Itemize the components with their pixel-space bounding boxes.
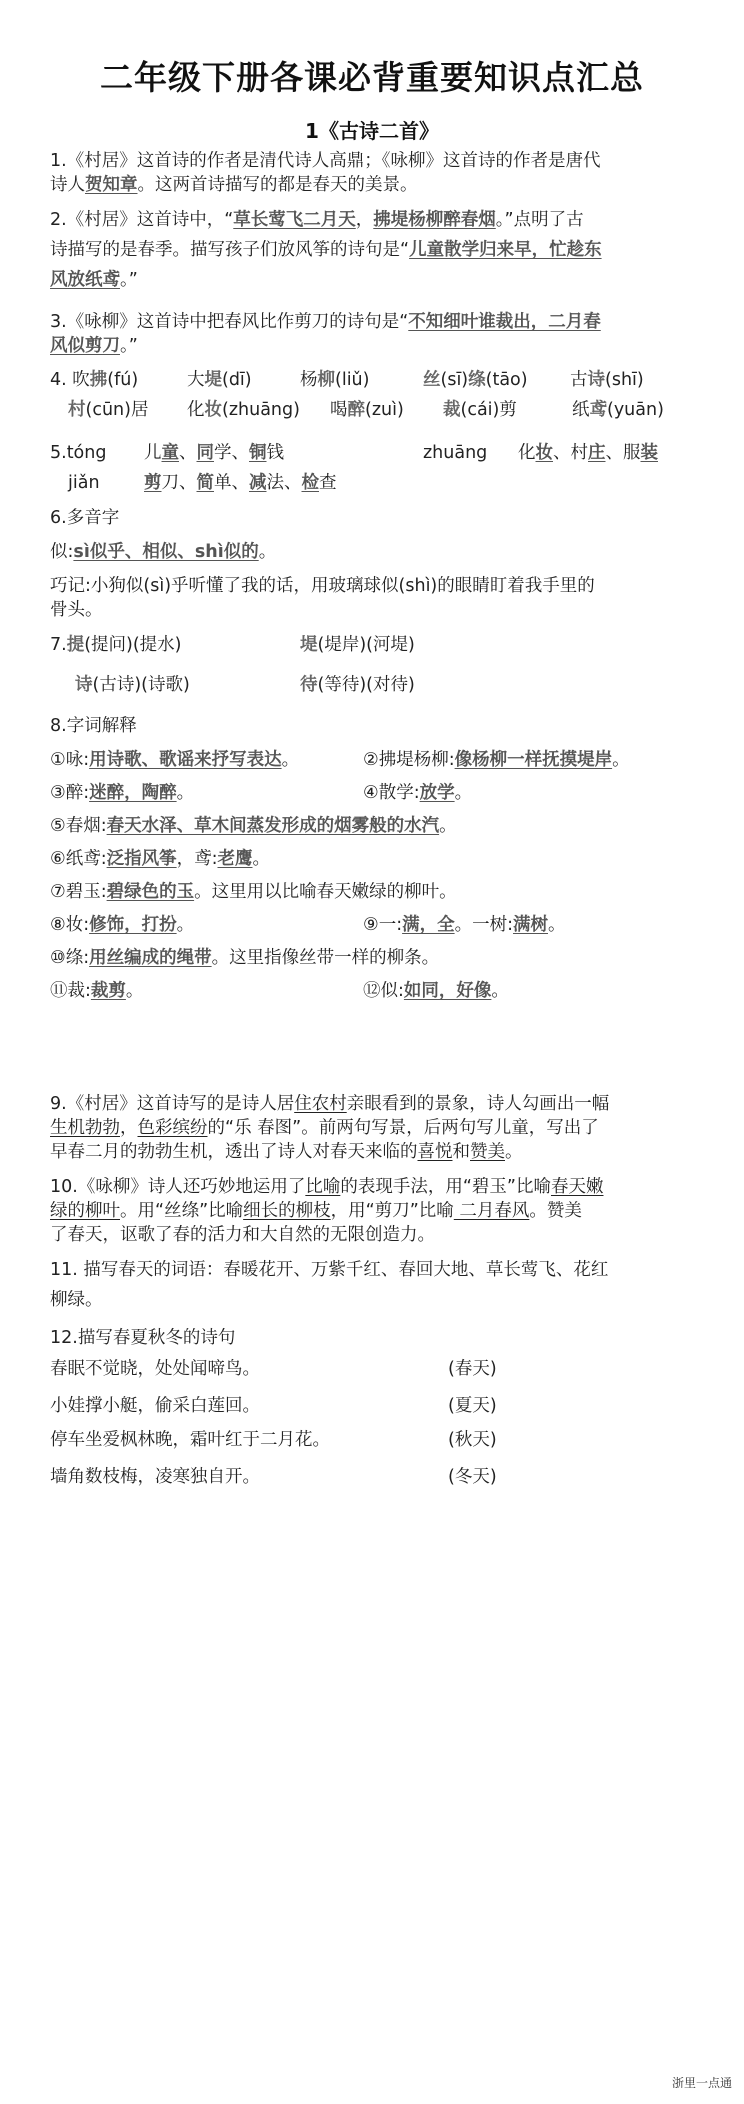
- text: 、: [231, 473, 249, 493]
- item-3-line-2: [50, 334, 138, 358]
- underlined-phrase: 住农村: [294, 1094, 347, 1114]
- pinyin: (tāo): [485, 370, 528, 390]
- text: 。”: [120, 336, 138, 356]
- text: 4. 吹: [50, 370, 90, 390]
- key-char: 装: [640, 443, 658, 463]
- text: 。”: [120, 270, 138, 290]
- pinyin: (liǔ): [335, 370, 370, 390]
- page-title: 二年级下册各课必背重要知识点汇总: [100, 58, 644, 97]
- item-6-heading: 6.多音字: [50, 508, 120, 528]
- text: ，: [355, 210, 374, 230]
- key-phrase: sì似乎、相似、shì似的: [73, 542, 259, 562]
- text: 化: [187, 400, 205, 420]
- underlined-phrase: 春天嫩: [550, 1177, 604, 1197]
- key-phrase: 风放纸鸢: [50, 270, 120, 290]
- key-char: 柳: [317, 370, 335, 390]
- key-char: 鸢: [589, 400, 607, 420]
- text: 、: [179, 473, 197, 493]
- key-char: 堤: [300, 635, 318, 655]
- text: ，: [120, 1118, 138, 1138]
- definition: [363, 781, 472, 805]
- item-10-line-1: [50, 1175, 603, 1199]
- season-label: (冬天): [448, 1467, 497, 1487]
- text: 、: [179, 443, 197, 463]
- pinyin: (cái): [460, 400, 500, 420]
- text: 。: [252, 849, 270, 869]
- key-phrase: 老鹰: [217, 849, 253, 869]
- text: 。”点明了古: [495, 210, 584, 230]
- text: 查: [319, 473, 337, 493]
- pinyin-word: [570, 368, 644, 392]
- key-phrase: 拂堤杨柳醉春烟: [373, 210, 496, 230]
- season-label: (夏天): [448, 1396, 497, 1416]
- text: 居: [130, 400, 149, 420]
- text: 儿: [144, 443, 162, 463]
- key-char: 妆: [535, 443, 553, 463]
- key-phrase: 春天水泽、草木间蒸发形成的烟雾般的水汽: [106, 816, 440, 836]
- item-8-row-1: [50, 748, 630, 772]
- text: 早春二月的勃勃生机，透出了诗人对春天来临的: [50, 1142, 418, 1162]
- poem-line: 小娃撑小艇，偷采白莲回。: [50, 1396, 260, 1416]
- item-9-line-3: [50, 1140, 523, 1164]
- text: (古诗)(诗歌): [92, 675, 190, 695]
- item-6-line-3: 骨头。: [50, 600, 103, 620]
- item-8-row-8: [50, 979, 509, 1003]
- text: 喝: [330, 400, 348, 420]
- key-char: 童: [161, 443, 179, 463]
- item-8-row-7: [50, 946, 439, 970]
- text: ⑤春烟:: [50, 816, 107, 836]
- pinyin: (dī): [222, 370, 252, 390]
- key-char: 简: [196, 473, 214, 493]
- text: 似:: [50, 542, 74, 562]
- pinyin-word: [187, 398, 300, 422]
- text: 2.《村居》这首诗中，“: [50, 210, 234, 230]
- text: 。: [258, 542, 277, 562]
- key-phrase: 如同，好像: [403, 981, 492, 1001]
- text: (等待)(对待): [317, 675, 415, 695]
- item-8-row-2: [50, 781, 473, 805]
- pinyin-word: [50, 368, 138, 392]
- key-char: 检: [301, 473, 319, 493]
- poem-row: [50, 1394, 497, 1418]
- pinyin-word: [572, 398, 664, 422]
- text: 和: [452, 1142, 470, 1162]
- pinyin: zhuāng: [423, 443, 488, 463]
- text: ⑩绦:: [50, 948, 90, 968]
- definition: [363, 979, 509, 1003]
- text: 、: [231, 443, 249, 463]
- pinyin: 5.tóng: [50, 443, 107, 463]
- text: ⑪裁:: [50, 981, 91, 1001]
- key-phrase: 满，全: [402, 915, 455, 935]
- underlined-phrase: 喜悦: [417, 1142, 453, 1162]
- text: 亲眼看到的景象，诗人勾画出一幅: [346, 1094, 610, 1114]
- text: 服: [623, 443, 641, 463]
- key-char: 妆: [204, 400, 222, 420]
- key-phrase: 像杨柳一样抚摸堤岸: [454, 750, 613, 770]
- text: 、: [284, 473, 302, 493]
- text: 大: [187, 370, 205, 390]
- underlined-phrase: 赞美: [470, 1142, 505, 1162]
- key-char: 裁: [443, 400, 461, 420]
- item-7-row-1: [50, 633, 415, 657]
- text: 、: [605, 443, 623, 463]
- key-char: 铜: [249, 443, 267, 463]
- underlined-phrase: 二月春风: [453, 1201, 530, 1221]
- text: 刀: [161, 473, 179, 493]
- text: 学: [214, 443, 232, 463]
- text: 的“乐 春图”。前两句写景，后两句写儿童，写出了: [207, 1118, 599, 1138]
- key-phrase: 风似剪刀: [50, 336, 120, 356]
- text: 9.《村居》这首诗写的是诗人居: [50, 1094, 295, 1114]
- season-label: (春天): [448, 1359, 497, 1379]
- key-phrase: 裁剪: [90, 981, 126, 1001]
- text: 。: [281, 750, 300, 770]
- text: 。: [612, 750, 630, 770]
- key-phrase: 修饰，打扮: [89, 915, 177, 935]
- text: 。: [491, 981, 509, 1001]
- text: 。赞美: [529, 1201, 582, 1221]
- key-phrase: 儿童散学归来早，忙趁东: [409, 240, 602, 260]
- item-8-heading: 8.字词解释: [50, 716, 137, 736]
- item-6-line-2: 巧记:小狗似(sì)乎听懂了我的话，用玻璃球似(shì)的眼睛盯着我手里的: [50, 576, 595, 596]
- key-char: 减: [249, 473, 267, 493]
- pinyin-word: [443, 398, 517, 422]
- underlined-phrase: 生机勃勃: [50, 1118, 120, 1138]
- text: 。: [176, 783, 195, 803]
- text: 钱: [266, 443, 284, 463]
- key-phrase: 不知细叶谁裁出，二月春: [408, 312, 601, 332]
- poem-line: 停车坐爱枫林晚，霜叶红于二月花。: [50, 1430, 330, 1450]
- pinyin-word: [300, 368, 369, 392]
- item-10-line-3: 了春天，讴歌了春的活力和大自然的无限创造力。: [50, 1225, 435, 1245]
- text: ②拂堤杨柳:: [363, 750, 455, 770]
- text: 10.《咏柳》诗人还巧妙地运用了: [50, 1177, 306, 1197]
- key-char: 醉: [347, 400, 365, 420]
- item-12-heading: 12.描写春夏秋冬的诗句: [50, 1328, 236, 1348]
- text: 古: [570, 370, 588, 390]
- underlined-phrase: 色彩缤纷: [137, 1118, 208, 1138]
- item-2-line-1: [50, 208, 584, 232]
- key-char: 同: [196, 443, 214, 463]
- lesson-heading: 1《古诗二首》: [305, 119, 439, 143]
- text: (提问)(提水): [84, 635, 182, 655]
- key-char: 堤: [204, 370, 222, 390]
- text: 杨: [300, 370, 318, 390]
- text: 。: [505, 1142, 523, 1162]
- poem-row: [50, 1465, 497, 1489]
- item-1-line-1: [50, 149, 600, 173]
- pinyin-word: [423, 368, 528, 392]
- word-group: [300, 673, 415, 697]
- pinyin: (cūn): [85, 400, 131, 420]
- watermark: 浙里一点通: [671, 2076, 732, 2090]
- text: 剪: [499, 400, 517, 420]
- key-phrase: 贺知章: [85, 175, 138, 195]
- season-label: (秋天): [448, 1430, 497, 1450]
- text: 。这里指像丝带一样的柳条。: [211, 948, 440, 968]
- item-11-line-2: 柳绿。: [50, 1290, 103, 1310]
- word-group: [300, 633, 415, 657]
- pinyin: (fú): [107, 370, 139, 390]
- item-11-line-1: 11. 描写春天的词语：春暖花开、万紫千红、春回大地、草长莺飞、花红: [50, 1260, 609, 1280]
- item-2-line-2: [50, 238, 602, 262]
- key-char: 拂: [89, 370, 108, 390]
- text: 。这两首诗描写的都是春天的美景。: [137, 175, 418, 195]
- text: 诗人: [50, 175, 85, 195]
- definition: [363, 913, 566, 937]
- pinyin-word: [187, 368, 252, 392]
- text: ，鸢:: [176, 849, 218, 869]
- pinyin: (zuì): [365, 400, 404, 420]
- text: (堤岸)(河堤): [317, 635, 415, 655]
- text: ①咏:: [50, 750, 90, 770]
- key-char: 提: [66, 635, 85, 655]
- poem-row: [50, 1357, 497, 1381]
- pinyin: (shī): [605, 370, 644, 390]
- text: 7.: [50, 635, 67, 655]
- pinyin: (zhuāng): [222, 400, 300, 420]
- pinyin: jiǎn: [68, 473, 100, 493]
- pinyin: (yuān): [607, 400, 664, 420]
- text: 化: [518, 443, 536, 463]
- item-6-line-1: [50, 540, 276, 564]
- key-char: 绦: [468, 370, 486, 390]
- text: 纸: [572, 400, 590, 420]
- key-phrase: 泛指风筝: [106, 849, 177, 869]
- item-1-line-2: [50, 173, 418, 197]
- key-phrase: 碧绿色的玉: [106, 882, 195, 902]
- item-2-line-3: [50, 268, 138, 292]
- text: 、: [553, 443, 571, 463]
- pinyin-word: [68, 398, 148, 422]
- item-10-line-2: [50, 1199, 582, 1223]
- key-phrase: 迷醉，陶醉: [89, 783, 177, 803]
- text: 。: [125, 981, 144, 1001]
- key-char: 诗: [75, 675, 93, 695]
- text: 3.《咏柳》这首诗中把春风比作剪刀的诗句是“: [50, 312, 409, 332]
- item-8-row-6: [50, 913, 566, 937]
- definition: [363, 748, 630, 772]
- text: ③醉:: [50, 783, 90, 803]
- word-group: [144, 471, 337, 495]
- text: 。: [176, 915, 195, 935]
- item-8-row-5: [50, 880, 457, 904]
- text: 。: [548, 915, 566, 935]
- text: 的表现手法，用“碧玉”比喻: [340, 1177, 551, 1197]
- item-9-line-2: [50, 1116, 599, 1140]
- key-char: 丝: [423, 370, 441, 390]
- text: 。: [454, 783, 473, 803]
- key-char: 诗: [587, 370, 605, 390]
- text: 法: [266, 473, 284, 493]
- text: ⑫似:: [363, 981, 404, 1001]
- key-char: 村: [68, 400, 86, 420]
- text: ⑥纸鸢:: [50, 849, 107, 869]
- poem-line: 春眠不觉晓，处处闻啼鸟。: [50, 1359, 260, 1379]
- item-8-row-3: [50, 814, 457, 838]
- text: 单: [214, 473, 232, 493]
- pinyin: (sī): [440, 370, 469, 390]
- key-char: 待: [300, 675, 318, 695]
- underlined-phrase: 绿的柳叶: [50, 1201, 120, 1221]
- text: 。用“丝绦”比喻: [120, 1201, 244, 1221]
- text: ⑧妆:: [50, 915, 90, 935]
- underlined-phrase: 细长的柳枝: [243, 1201, 331, 1221]
- key-char: 庄: [588, 443, 606, 463]
- poem-line: 墙角数枝梅，凌寒独自开。: [50, 1467, 260, 1487]
- key-phrase: 用诗歌、歌谣来抒写表达: [89, 750, 282, 770]
- key-phrase: 用丝编成的绳带: [89, 948, 212, 968]
- item-9-line-1: [50, 1092, 609, 1116]
- pinyin-word: [330, 398, 404, 422]
- text: 。这里用以比喻春天嫩绿的柳叶。: [194, 882, 457, 902]
- word-group: [75, 673, 190, 697]
- word-group: [518, 441, 658, 465]
- text: 1.《村居》这首诗的作者是清代诗人高鼎；《咏柳》这首诗的作者是唐代: [50, 151, 601, 171]
- text: 村: [570, 443, 588, 463]
- key-phrase: 放学: [419, 783, 455, 803]
- text: 诗描写的是春季。描写孩子们放风筝的诗句是“: [50, 240, 410, 260]
- text: 。: [439, 816, 457, 836]
- text: 。一树:: [454, 915, 513, 935]
- word-group: [144, 441, 284, 465]
- poem-row: [50, 1428, 497, 1452]
- text: ，用“剪刀”比喻: [330, 1201, 454, 1221]
- item-8-row-4: [50, 847, 270, 871]
- text: ④散学:: [363, 783, 420, 803]
- underlined-phrase: 比喻: [305, 1177, 341, 1197]
- text: ⑨一:: [363, 915, 403, 935]
- key-char: 剪: [144, 473, 162, 493]
- key-phrase: 草长莺飞二月天: [233, 210, 356, 230]
- item-3-line-1: [50, 310, 601, 334]
- text: ⑦碧玉:: [50, 882, 107, 902]
- key-phrase: 满树: [513, 915, 548, 935]
